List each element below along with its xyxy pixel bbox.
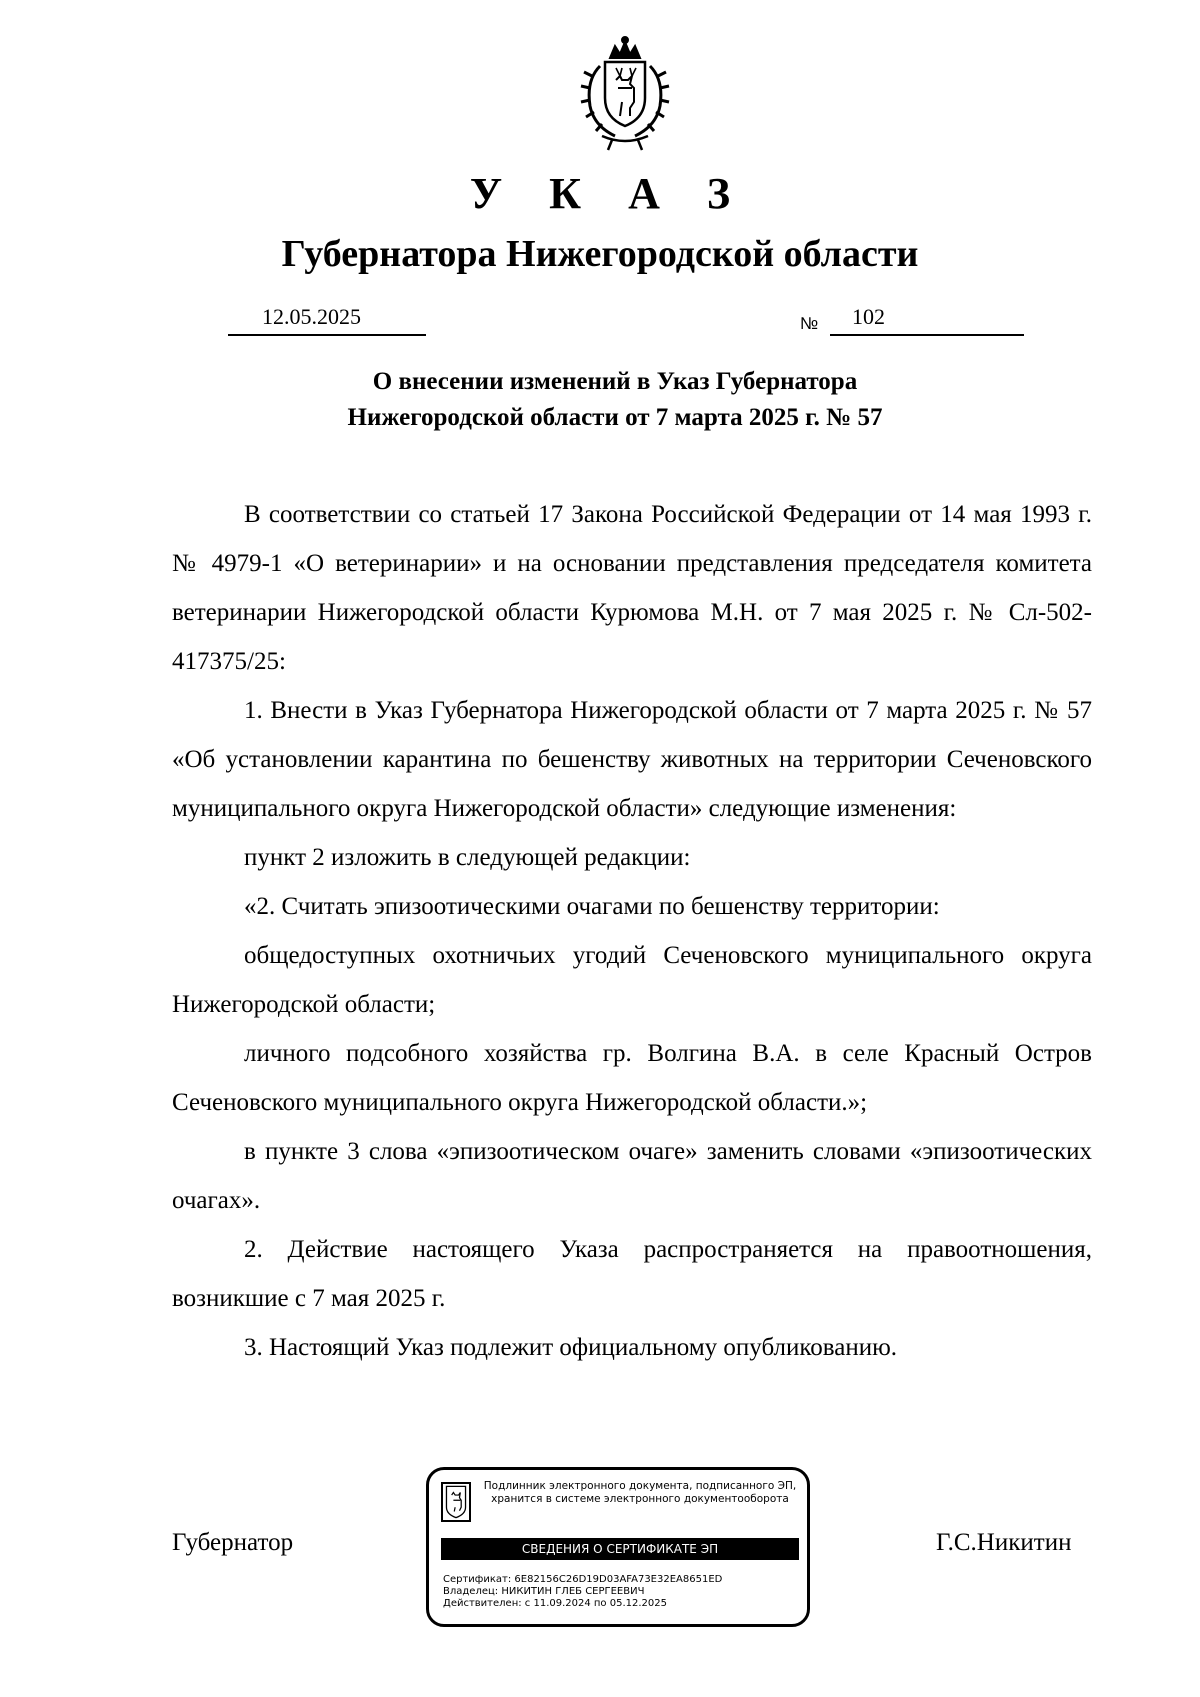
stamp-note-line: хранится в системе электронного документооборота (491, 1493, 789, 1505)
stamp-note-line: Подлинник электронного документа, подписанного ЭП, (483, 1480, 797, 1492)
body-paragraph: В соответствии со статьей 17 Закона Российской Федерации от 14 мая 1993 г. № 4979-1 «О ветеринарии» и на основании представления председателя комитета ветеринарии Нижегородской области Курюмова М.Н. от 7 мая 2025 г. № Сл-502- 417375/25: (172, 501, 1092, 675)
document-body (172, 490, 1092, 1372)
coat-of-arms-icon (560, 36, 690, 156)
body-paragraph: 1. Внести в Указ Губернатора Нижегородской области от 7 марта 2025 г. № 57 «Об установлении карантина по бешенству животных на территории Сеченовского муниципального округа Нижегородской области» следующие изменения: (172, 697, 1092, 822)
document-heading-line-2: Нижегородской области от 7 марта 2025 г. № 57 (347, 404, 883, 431)
signer-position: Губернатор (172, 1529, 294, 1556)
document-type-title: У К А З (469, 169, 749, 218)
body-paragraph: «2. Считать эпизоотическими очагами по бешенству территории: (244, 893, 940, 920)
body-paragraph: общедоступных охотничьих угодий Сеченовского муниципального округа Нижегородской области; (172, 942, 1092, 1018)
document-date: 12.05.2025 (262, 304, 361, 329)
body-paragraph: 3. Настоящий Указ подлежит официальному опубликованию. (244, 1334, 898, 1361)
body-paragraph: личного подсобного хозяйства гр. Волгина В.А. в селе Красный Остров Сеченовского муниципального округа Нижегородской области.»; (172, 1040, 1092, 1116)
electronic-signature-stamp (426, 1467, 810, 1627)
deer-emblem-icon (441, 1482, 471, 1522)
certificate-id: Сертификат: 6E82156C26D19D03AFA73E32EA8651ED (443, 1574, 723, 1585)
certificate-owner: Владелец: НИКИТИН ГЛЕБ СЕРГЕЕВИЧ (443, 1586, 645, 1597)
document-heading-line-1: О внесении изменений в Указ Губернатора (372, 368, 858, 395)
signer-name: Г.С.Никитин (936, 1529, 1072, 1556)
body-paragraph: 2. Действие настоящего Указа распространяется на правоотношения, возникшие с 7 мая 2025 г. (172, 1236, 1092, 1312)
number-sign: № (800, 314, 819, 333)
certificate-info-bar: СВЕДЕНИЯ О СЕРТИФИКАТЕ ЭП (441, 1538, 799, 1560)
document-number: 102 (852, 304, 885, 329)
date-field (228, 304, 426, 336)
body-paragraph: в пункте 3 слова «эпизоотическом очаге» заменить словами «эпизоотических очагах». (172, 1138, 1092, 1214)
number-field (830, 304, 1024, 336)
certificate-validity: Действителен: с 11.09.2024 по 05.12.2025 (443, 1598, 667, 1609)
certificate-details (443, 1574, 722, 1610)
body-paragraph: пункт 2 изложить в следующей редакции: (244, 844, 691, 871)
document-issuer: Губернатора Нижегородской области (281, 233, 919, 275)
stamp-note (481, 1480, 799, 1506)
